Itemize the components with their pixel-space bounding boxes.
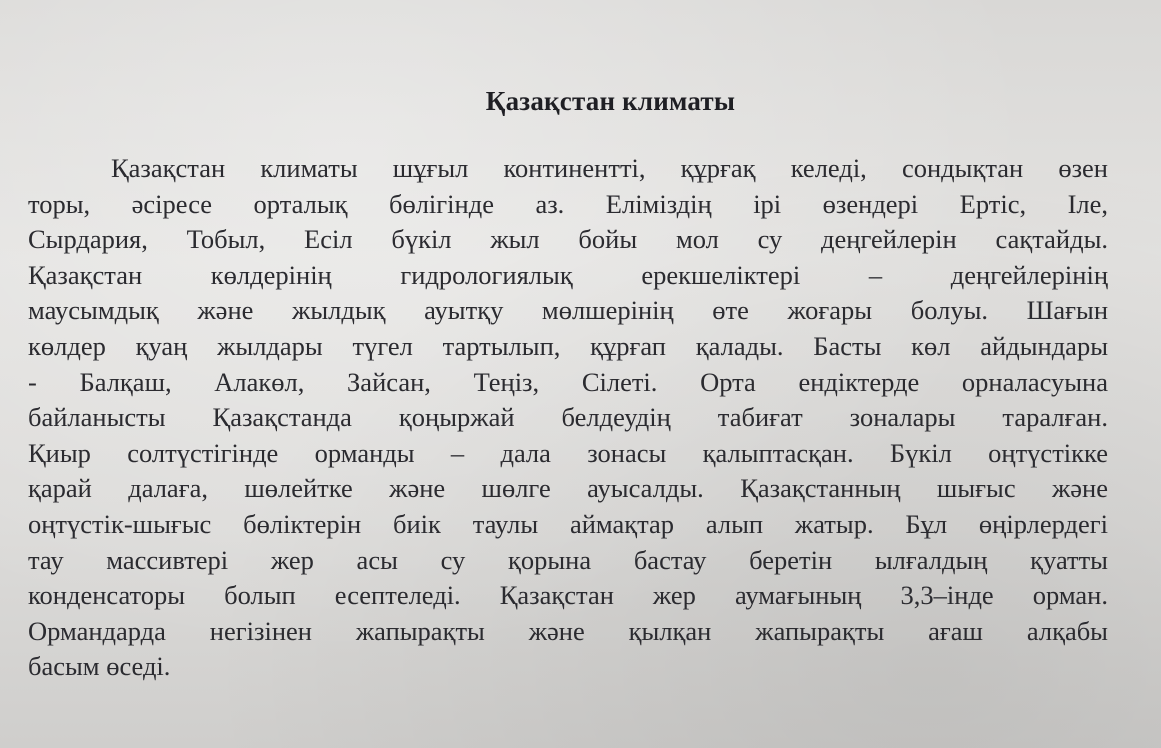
paragraph-line: байланысты Қазақстанда қоңыржай белдеудің табиғат зоналары таралған.: [28, 402, 1108, 433]
paragraph-line: Ормандарда негізінен жапырақты және қылқан жапырақты ағаш алқабы: [28, 615, 1108, 646]
paragraph-line: - Балқаш, Алакөл, Зайсан, Теңіз, Сілеті. Орта ендіктерде орналасуына: [28, 366, 1108, 397]
paragraph-line: басым өседі.: [28, 651, 171, 682]
paragraph-line: қарай далаға, шөлейтке және шөлге ауысалды. Қазақстанның шығыс және: [28, 473, 1108, 504]
paragraph-line: маусымдық және жылдық ауытқу мөлшерінің өте жоғары болуы. Шағын: [28, 295, 1108, 326]
paragraph-line: көлдер қуаң жылдары түгел тартылып, құрғап қалады. Басты көл айдындары: [28, 330, 1108, 361]
paragraph-line: Қазақстан көлдерінің гидрологиялық ерекшеліктері – деңгейлерінің: [28, 259, 1108, 290]
paragraph-line: Сырдария, Тобыл, Есіл бүкіл жыл бойы мол су деңгейлерін сақтайды.: [28, 224, 1108, 255]
document-paragraph: [28, 151, 1108, 685]
paragraph-line: тау массивтері жер асы су қорына бастау беретін ылғалдың қуатты: [28, 544, 1108, 575]
paragraph-line: конденсаторы болып есептеледі. Қазақстан жер аумағының 3,3–інде орман.: [28, 580, 1108, 611]
document-title: Қазақстан климаты: [485, 86, 736, 116]
paragraph-line: торы, әсіресе орталық бөлігінде аз. Еліміздің ірі өзендері Ертіс, Іле,: [28, 188, 1108, 219]
paragraph-line: Қиыр солтүстігінде орманды – дала зонасы қалыптасқан. Бүкіл оңтүстікке: [28, 437, 1108, 468]
paragraph-line: оңтүстік-шығыс бөліктерін биік таулы аймақтар алып жатыр. Бұл өңірлердегі: [28, 508, 1108, 539]
paragraph-line: Қазақстан климаты шұғыл континентті, құрғақ келеді, сондықтан өзен: [111, 153, 1108, 183]
